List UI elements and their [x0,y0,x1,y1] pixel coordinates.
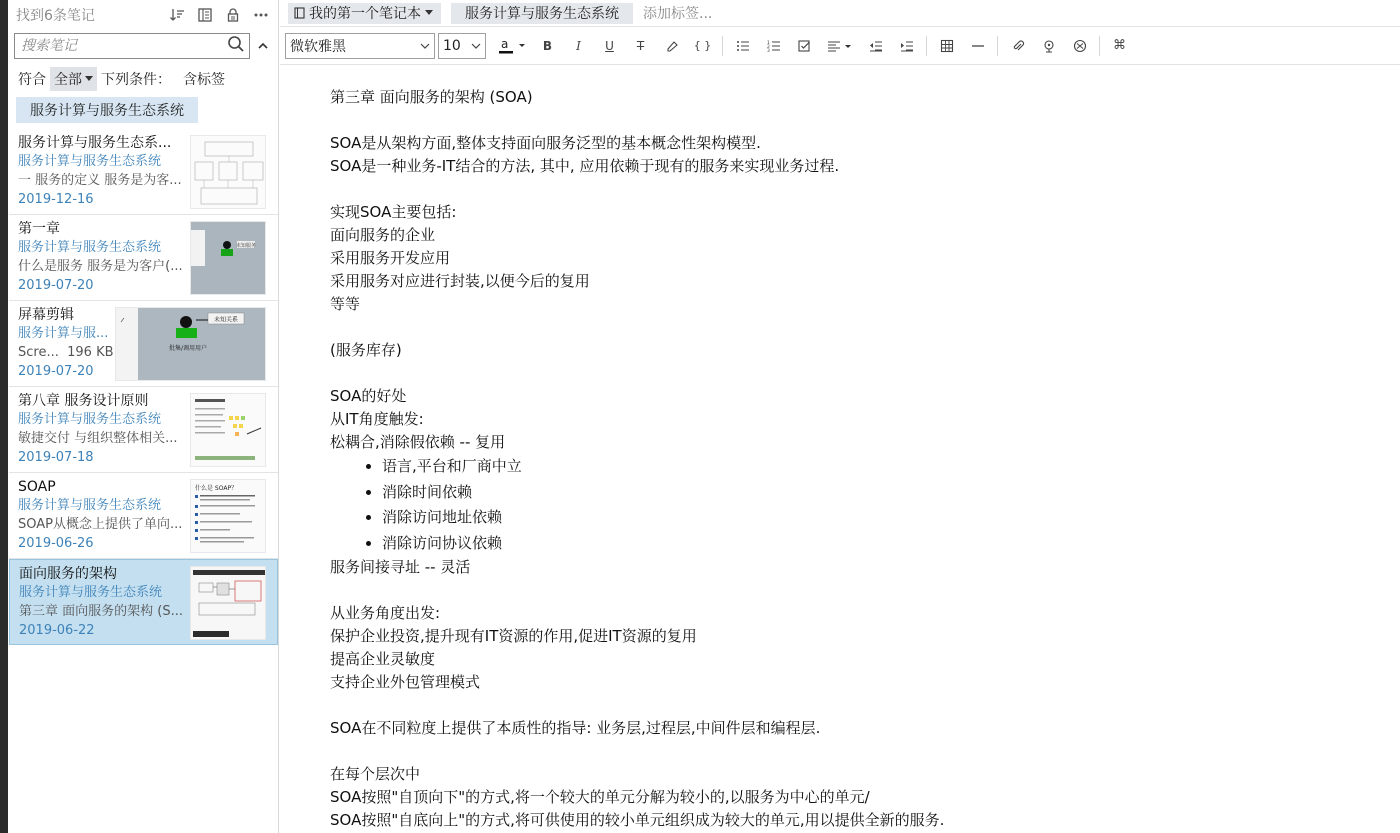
note-notebook: 服务计算与服务生态系统 [18,412,162,427]
paragraph-line: 保护企业投资,提升现有IT资源的作用,促进IT资源的复用 [330,627,697,645]
bullet-list-icon[interactable] [727,34,758,58]
svg-text:a: a [501,36,509,51]
bold-button[interactable]: B [542,38,553,53]
paragraph-line: 松耦合,消除假依赖 -- 复用 [330,433,506,451]
toolbar-divider [997,36,998,56]
search-icon[interactable] [227,35,245,57]
note-snippet: 第三章 面向服务的架构 (S... [19,604,183,619]
paragraph-line: SOA是一种业务-IT结合的方法, 其中, 应用依赖于现有的服务来实现业务过程. [330,157,840,175]
note-list [8,129,279,645]
table-icon[interactable] [931,34,962,58]
filter-suffix: 下列条件： [101,72,171,88]
notebook-icon [294,7,305,19]
notebook-name: 我的第一个笔记本 [309,6,421,22]
note-notebook: 服务计算与服... [18,326,109,341]
search-input[interactable] [21,38,227,54]
paragraph-line: 从业务角度出发: [330,604,441,622]
note-item[interactable] [9,301,278,387]
thumb-label: 未知服务 [235,243,257,249]
align-dropdown[interactable] [820,34,860,58]
note-size: 196 KB [67,345,114,360]
paragraph-line: 采用服务对应进行封装,以便今后的复用 [330,272,590,290]
paragraph-line: 采用服务开发应用 [330,249,451,267]
paragraph-line: SOA按照"自顶向下"的方式,将一个较大的单元分解为较小的,以服务为中心的单元/ [330,788,870,806]
outdent-icon[interactable] [860,34,891,58]
note-item[interactable] [9,215,278,301]
font-family-value: 微软雅黑 [290,38,346,55]
code-icon[interactable]: { } [693,39,712,52]
paragraph-line: (服务库存) [330,341,402,359]
command-icon[interactable]: ⌘ [1113,38,1126,53]
attachment-icon[interactable] [1002,34,1033,58]
underline-button[interactable]: U [605,38,614,53]
note-snippet [18,343,118,362]
note-title: 服务计算与服务生态系... [18,135,172,151]
note-thumbnail [190,393,266,467]
strikethrough-button[interactable]: T [636,38,645,53]
add-tag-input[interactable]: 添加标签... [643,6,713,22]
format-toolbar [280,27,1400,65]
thumb-heading: 什么是 SOAP？ [195,485,238,492]
font-family-select[interactable] [285,33,435,59]
caret-down-icon [425,10,433,16]
toolbar-divider [1099,36,1100,56]
paragraph-line [330,362,1370,385]
more-icon[interactable] [252,6,270,24]
collapse-filter-button[interactable] [254,37,272,55]
note-date: 2019-07-20 [18,278,94,293]
note-date: 2019-07-18 [18,450,94,465]
paragraph-line: 提高企业灵敏度 [330,650,436,668]
svg-text:3: 3 [766,48,770,53]
paragraph-line [330,109,1370,132]
note-list-panel [8,0,279,833]
filter-condition[interactable]: 含标签 [183,72,225,88]
font-size-select[interactable] [438,33,486,59]
search-row [8,33,278,59]
note-tag[interactable]: 服务计算与服务生态系统 [451,3,633,24]
paragraph-line: 服务间接寻址 -- 灵活 [330,558,471,576]
paragraph-line: SOA是从架构方面,整体支持面向服务泛型的基本概念性架构模型. [330,134,761,152]
view-mode-icon[interactable] [196,6,214,24]
note-item[interactable] [9,387,278,473]
note-date: 2019-06-26 [18,536,94,551]
filter-scope-label: 全部 [54,72,82,88]
note-notebook: 服务计算与服务生态系统 [18,154,162,169]
bullet-item: • 消除访问地址依赖 [382,505,1370,531]
insert-element-icon[interactable] [1064,34,1095,58]
note-item[interactable] [9,473,278,559]
note-snippet: 什么是服务 服务是为客户(... [18,259,183,274]
sort-icon[interactable] [168,6,186,24]
numbered-list-icon[interactable] [758,34,789,58]
note-date: 2019-12-16 [18,192,94,207]
horizontal-rule-icon[interactable] [962,34,993,58]
thumb-caption: 批集/调用用户 [168,345,208,352]
note-snippet: 一 服务的定义 服务是为客... [18,173,182,188]
active-tag-chip[interactable]: 服务计算与服务生态系统 [16,97,198,123]
indent-icon[interactable] [891,34,922,58]
paragraph-line: SOA按照"自底向上"的方式,将可供使用的较小单元组织成为较大的单元,用以提供全新的服务. [330,811,945,829]
note-meta-bar [280,0,1400,27]
chevron-down-icon [420,43,430,49]
note-editor[interactable] [280,66,1400,833]
font-size-value: 10 [443,37,461,54]
font-color-button[interactable] [492,34,532,58]
note-title: 第八章 服务设计原则 [18,393,149,409]
paragraph-line [330,579,1370,602]
result-count: 找到6条笔记 [16,8,95,24]
notebook-selector[interactable] [288,3,441,24]
bullet-item: • 消除时间依赖 [382,480,1370,506]
svg-text:1: 1 [766,40,770,46]
note-thumbnail [115,307,266,381]
highlight-icon[interactable] [656,34,687,58]
note-thumbnail [190,479,266,553]
paragraph-line: 从IT角度触发: [330,410,424,428]
note-notebook: 服务计算与服务生态系统 [18,498,162,513]
paragraph-line: 支持企业外包管理模式 [330,673,481,691]
note-notebook: 服务计算与服务生态系统 [19,585,163,600]
paragraph-line: 实现SOA主要包括: [330,203,457,221]
list-tools [168,6,270,24]
paragraph-line [330,178,1370,201]
note-snippet: 敏捷交付 与组织整体相关... [18,431,178,446]
paragraph-line [330,316,1370,339]
note-date: 2019-07-20 [18,364,94,379]
svg-text:2: 2 [766,44,770,50]
window-edge [0,0,8,833]
note-item[interactable] [9,129,278,215]
paragraph-line: 在每个层次中 [330,765,421,783]
note-title: 屏幕剪辑 [18,307,74,323]
toolbar-divider [926,36,927,56]
note-snippet-text: Scre... [18,345,59,360]
note-notebook: 服务计算与服务生态系统 [18,240,162,255]
paragraph-line: SOA在不同粒度上提供了本质性的指导: 业务层,过程层,中间件层和编程层. [330,719,821,737]
note-thumbnail [190,566,266,640]
checkbox-icon[interactable] [789,34,820,58]
thumb-tag: 未知关系 [213,316,239,324]
paragraph-line: 面向服务的企业 [330,226,436,244]
paragraph-line: SOA的好处 [330,387,407,405]
paragraph-line [330,740,1370,763]
paragraph-line: 等等 [330,295,361,313]
bullet-item: • 消除访问协议依赖 [382,531,1370,557]
chevron-down-icon [471,43,481,49]
bullet-list [330,454,1370,556]
note-thumbnail [190,221,266,295]
note-item-selected[interactable] [9,559,278,645]
search-box [14,33,250,59]
note-title: 面向服务的架构 [19,566,117,582]
note-snippet: SOAP从概念上提供了单向... [18,517,183,532]
note-title: 第一章 [18,221,60,237]
note-date: 2019-06-22 [19,623,95,638]
filter-prefix: 符合 [18,72,46,88]
filter-scope-dropdown[interactable] [50,67,97,91]
bullet-item: • 语言,平台和厂商中立 [382,454,1370,480]
italic-button[interactable]: I [576,38,581,53]
record-audio-icon[interactable] [1033,34,1064,58]
note-list-header [8,0,278,30]
toolbar-divider [722,36,723,56]
lock-icon[interactable] [224,6,242,24]
paragraph-line [330,694,1370,717]
note-body[interactable] [330,86,1370,832]
filter-row [8,67,278,91]
note-thumbnail [190,135,266,209]
caret-down-icon [85,76,93,82]
note-title: SOAP [18,479,56,495]
paragraph-line: 第三章 面向服务的架构 (SOA) [330,88,533,106]
